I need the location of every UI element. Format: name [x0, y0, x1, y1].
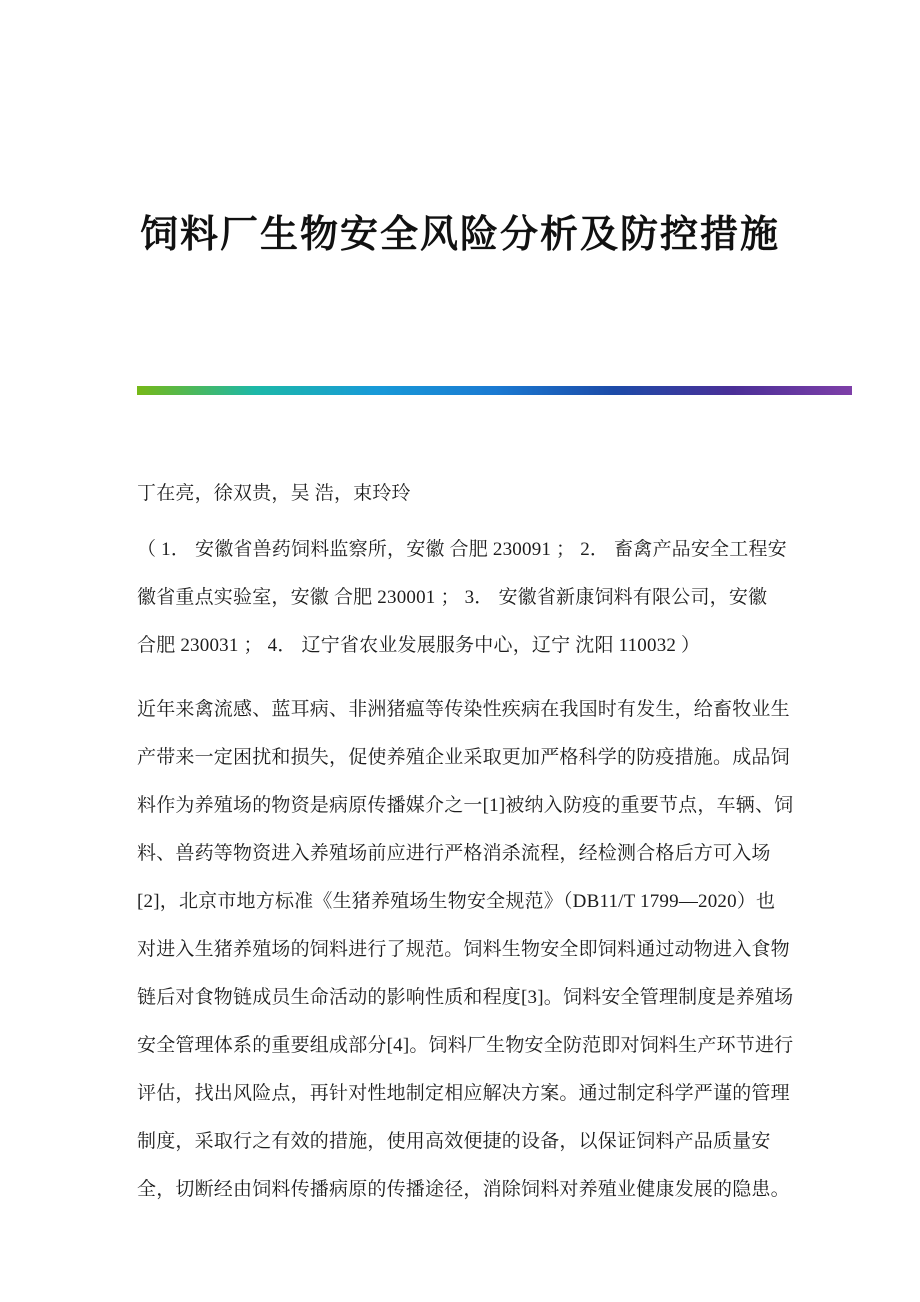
body-line: 评估，找出风险点，再针对性地制定相应解决方案。通过制定科学严谨的管理 [137, 1083, 790, 1104]
body-line: 料作为养殖场的物资是病原传播媒介之一[1]被纳入防疫的重要节点，车辆、饲 [137, 795, 794, 816]
body-line: 料、兽药等物资进入养殖场前应进行严格消杀流程，经检测合格后方可入场 [137, 843, 771, 864]
body-line: [2]，北京市地方标准《生猪养殖场生物安全规范》（DB11/T 1799—2020）也 [137, 891, 776, 912]
body-line: 链后对食物链成员生命活动的影响性质和程度[3]。饲料安全管理制度是养殖场 [137, 987, 794, 1008]
authors-line: 丁在亮，徐双贵，吴 浩，束玲玲 [137, 483, 411, 504]
body-line: 近年来禽流感、蓝耳病、非洲猪瘟等传染性疾病在我国时有发生，给畜牧业生 [137, 699, 790, 720]
document-body [137, 470, 794, 1214]
page-title: 饲料厂生物安全风险分析及防控措施 [139, 214, 780, 256]
affiliation-line: 徽省重点实验室，安徽 合肥 230001 ； 3． 安徽省新康饲料有限公司，安徽 [137, 587, 768, 608]
body-line: 产带来一定困扰和损失，促使养殖企业采取更加严格科学的防疫措施。成品饲 [137, 747, 790, 768]
body-line: 制度，采取行之有效的措施，使用高效便捷的设备，以保证饲料产品质量安 [137, 1131, 771, 1152]
affiliation-line: 合肥 230031 ； 4． 辽宁省农业发展服务中心，辽宁 沈阳 110032 ） [137, 635, 701, 656]
intro-paragraph [137, 686, 794, 1214]
gradient-divider-bar [137, 386, 852, 395]
body-line: 对进入生猪养殖场的饲料进行了规范。饲料生物安全即饲料通过动物进入食物 [137, 939, 790, 960]
affiliation-line: （ 1． 安徽省兽药饲料监察所，安徽 合肥 230091 ； 2． 畜禽产品安全工程安 [137, 539, 787, 560]
affiliation-block [137, 526, 789, 670]
body-line: 全，切断经由饲料传播病原的传播途径，消除饲料对养殖业健康发展的隐患。 [137, 1179, 790, 1200]
body-line: 安全管理体系的重要组成部分[4]。饲料厂生物安全防范即对饲料生产环节进行 [137, 1035, 794, 1056]
